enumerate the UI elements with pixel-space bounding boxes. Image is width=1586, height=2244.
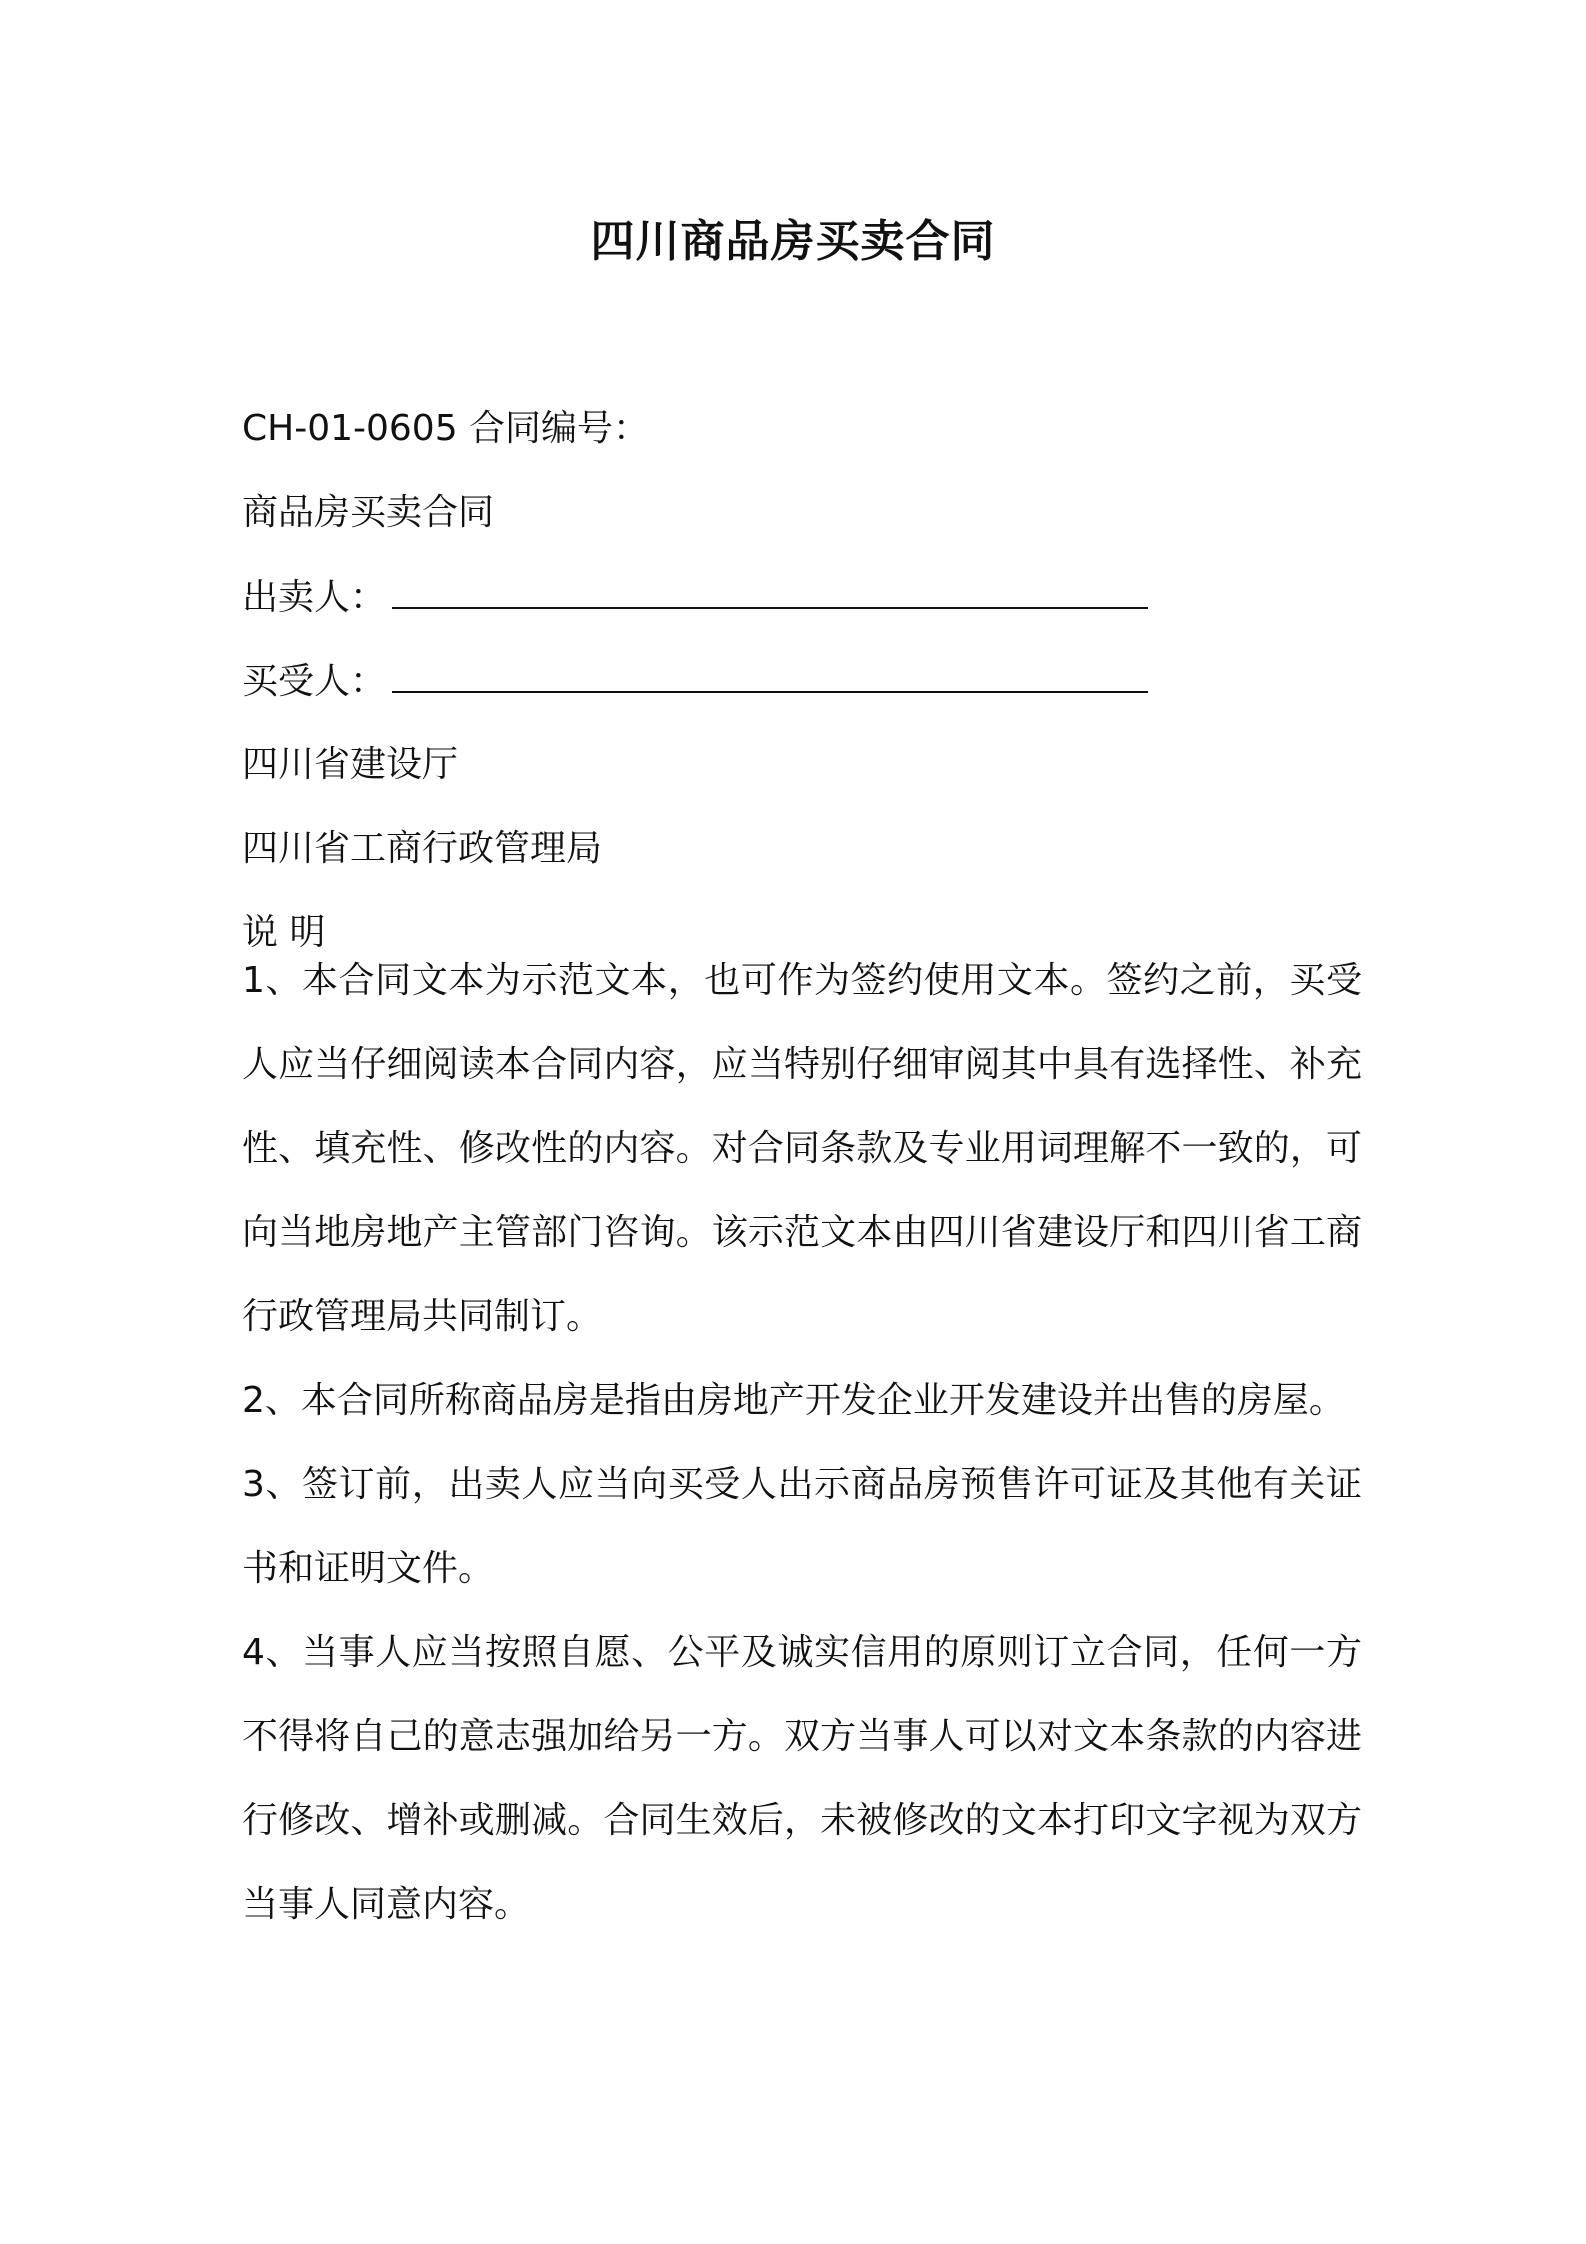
seller-line: [242, 573, 1362, 621]
document-title: 四川商品房买卖合同: [590, 216, 996, 267]
buyer-label: 买受人：: [242, 661, 387, 702]
note-item-3: 3、签订前，出卖人应当向买受人出示商品房预售许可证及其他有关证书和证明文件。: [242, 1464, 1362, 1589]
notes-heading: 说 明: [242, 912, 326, 953]
seller-label: 出卖人：: [242, 577, 387, 618]
note-item-4: 4、当事人应当按照自愿、公平及诚实信用的原则订立合同，任何一方不得将自己的意志强加给另一方。双方当事人可以对文本条款的内容进行修改、增补或删减。合同生效后，未被修改的文本打印文字视为双方当事人同意内容。: [242, 1632, 1362, 1925]
contract-number-line: CH-01-0605 合同编号：: [242, 408, 650, 449]
buyer-line: [242, 657, 1362, 705]
buyer-blank-field[interactable]: [392, 657, 1148, 693]
issuer-construction-dept: 四川省建设厅: [242, 744, 459, 785]
note-item-2: 2、本合同所称商品房是指由房地产开发企业开发建设并出售的房屋。: [242, 1380, 1345, 1421]
issuer-commerce-bureau: 四川省工商行政管理局: [242, 828, 603, 869]
notes-list: [242, 939, 1362, 1947]
note-item-1: 1、本合同文本为示范文本，也可作为签约使用文本。签约之前，买受人应当仔细阅读本合同内容，应当特别仔细审阅其中具有选择性、补充性、填充性、修改性的内容。对合同条款及专业用词理解不一致的，可向当地房地产主管部门咨询。该示范文本由四川省建设厅和四川省工商行政管理局共同制订。: [242, 960, 1362, 1337]
document-body: [242, 405, 1362, 1947]
seller-blank-field[interactable]: [392, 573, 1148, 609]
document-subtitle: 商品房买卖合同: [242, 492, 495, 533]
